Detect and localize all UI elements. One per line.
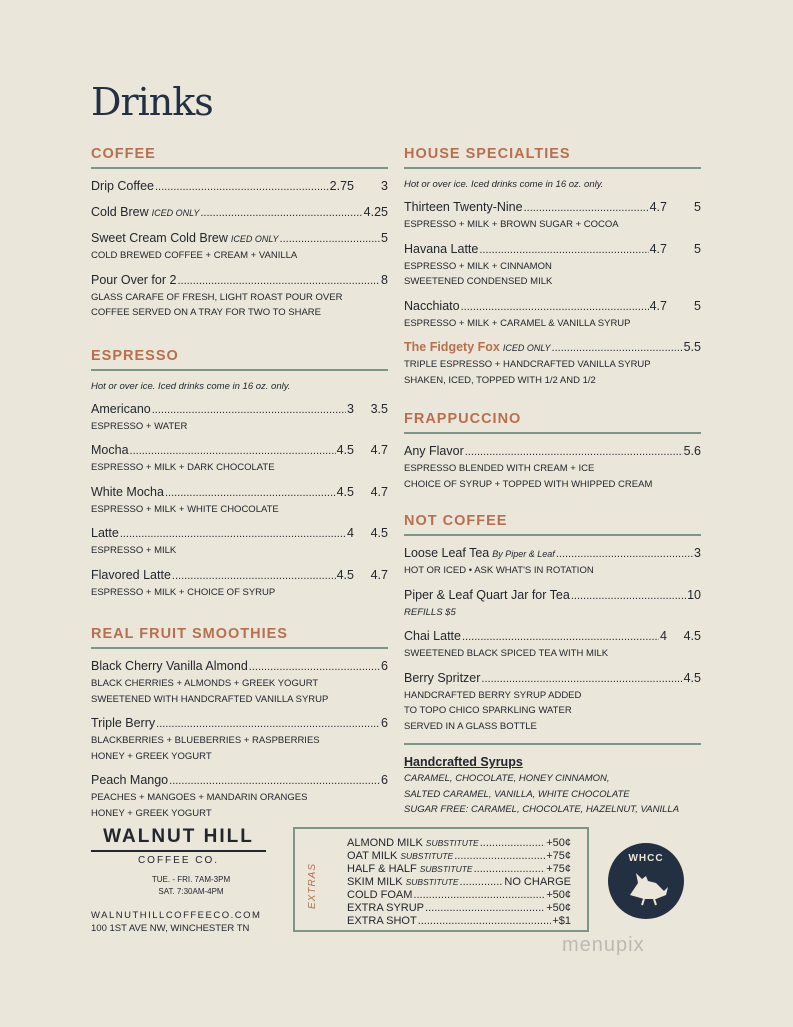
extras-item — [347, 889, 571, 902]
divider — [404, 743, 701, 745]
item-name: Nacchiato — [404, 298, 460, 313]
item-price: 5 — [381, 231, 388, 245]
section-heading: REAL FRUIT SMOOTHIES — [91, 624, 388, 649]
section-heading: ESPRESSO — [91, 346, 388, 371]
espresso-section — [91, 346, 388, 601]
menu-item-line — [404, 546, 701, 563]
item-tag: By Piper & Leaf — [492, 549, 555, 559]
item-tag: ICED ONLY — [151, 208, 200, 218]
menu-item — [91, 716, 388, 764]
extras-item — [347, 915, 571, 928]
extras-name: EXTRA SYRUP — [347, 902, 425, 914]
menu-item — [404, 546, 701, 579]
item-description: HANDCRAFTED BERRY SYRUP ADDED — [404, 689, 582, 701]
item-description: SWEETENED BLACK SPICED TEA WITH MILK — [404, 648, 609, 659]
dot-leader — [249, 661, 380, 673]
menu-item-line — [91, 716, 388, 733]
item-price: 3 — [694, 546, 701, 560]
extras-box — [293, 827, 589, 932]
item-description: HONEY + GREEK YOGURT — [91, 750, 212, 762]
item-price-large: 3.5 — [370, 401, 388, 416]
extras-price: +50¢ — [546, 902, 571, 914]
dot-leader — [425, 902, 545, 914]
item-price: 4.5 — [683, 670, 701, 685]
item-name: Drip Coffee — [91, 179, 154, 193]
dot-leader — [465, 446, 683, 458]
frappuccino-items — [404, 444, 701, 492]
extras-name: ALMOND MILK — [347, 837, 423, 849]
menu-item-line — [91, 231, 388, 248]
hours-saturday: SAT. 7:30AM-4PM — [158, 887, 224, 896]
extras-tag: SUBSTITUTE — [405, 877, 459, 887]
item-description: ESPRESSO + MILK + CARAMEL & VANILLA SYRUP — [404, 317, 631, 329]
extras-price: +50¢ — [546, 837, 571, 849]
menu-item-line — [91, 526, 388, 543]
extras-item — [347, 876, 571, 889]
menu-item-line — [404, 629, 701, 646]
item-price-large: 5 — [694, 298, 701, 313]
smoothies-section — [91, 624, 388, 821]
item-price: 4.7 — [649, 241, 667, 256]
extras-price: NO CHARGE — [504, 876, 571, 888]
extras-tag: SUBSTITUTE — [425, 838, 479, 848]
item-description: ESPRESSO + MILK + WHITE CHOCOLATE — [91, 503, 279, 515]
menu-item-line — [404, 444, 701, 461]
dot-leader — [169, 775, 380, 787]
item-price: 4 — [347, 526, 354, 540]
menu-item-line — [91, 205, 388, 222]
item-description: SERVED IN A GLASS BOTTLE — [404, 720, 537, 732]
smoothies-items — [91, 659, 388, 821]
dot-leader — [152, 404, 346, 416]
menu-item-line — [91, 485, 388, 502]
dot-leader — [454, 850, 545, 862]
menu-item — [404, 671, 701, 735]
menu-item-line — [404, 200, 701, 217]
item-name: Cold Brew — [91, 205, 149, 219]
coffee-items — [91, 179, 388, 321]
house-section — [404, 144, 701, 388]
item-price: 4.5 — [336, 567, 354, 582]
item-description: ESPRESSO + MILK + BROWN SUGAR + COCOA — [404, 219, 619, 230]
dot-leader — [120, 528, 346, 540]
item-description: HONEY + GREEK YOGURT — [91, 807, 212, 819]
syrups-heading: Handcrafted Syrups — [404, 755, 523, 769]
item-price: 8 — [381, 272, 388, 287]
item-tag: ICED ONLY — [502, 343, 551, 353]
notcoffee-items — [404, 546, 701, 734]
right-column — [404, 144, 701, 818]
extras-tag: SUBSTITUTE — [419, 864, 473, 874]
extras-price: +$1 — [552, 915, 571, 927]
syrups-line: CARAMEL, CHOCOLATE, HONEY CINNAMON, — [404, 773, 610, 784]
house-items — [404, 200, 701, 388]
frappuccino-section — [404, 409, 701, 492]
menu-item-line — [404, 671, 701, 688]
item-description: COLD BREWED COFFEE + CREAM + VANILLA — [91, 250, 298, 261]
section-heading: NOT COFFEE — [404, 511, 701, 536]
hours — [116, 874, 266, 898]
menu-item — [91, 526, 388, 559]
extras-item — [347, 837, 571, 850]
extras-name: SKIM MILK — [347, 876, 403, 888]
extras-price: +50¢ — [546, 889, 571, 901]
menu-item — [404, 444, 701, 492]
item-description: TO TOPO CHICO SPARKLING WATER — [404, 705, 572, 716]
dot-leader — [177, 275, 380, 287]
extras-name: EXTRA SHOT — [347, 915, 417, 927]
item-price: 4.5 — [336, 443, 354, 457]
item-price-large: 4.7 — [370, 567, 388, 582]
menu-item — [91, 443, 388, 476]
menu-item-line — [91, 568, 388, 585]
website-link[interactable]: WALNUTHILLCOFFEECO.COM — [91, 910, 262, 921]
item-name: Chai Latte — [404, 629, 461, 643]
dot-leader — [200, 207, 362, 219]
dot-leader — [155, 181, 329, 193]
dot-leader — [571, 590, 686, 602]
dot-leader — [418, 915, 552, 927]
item-description: ESPRESSO + MILK + DARK CHOCOLATE — [91, 462, 275, 473]
item-name: White Mocha — [91, 484, 164, 499]
left-column — [91, 144, 388, 830]
page-title: Drinks — [91, 80, 213, 124]
item-description: CHOICE OF SYRUP + TOPPED WITH WHIPPED CREAM — [404, 478, 653, 490]
item-price: 3 — [347, 401, 354, 416]
item-name: Triple Berry — [91, 716, 156, 730]
extras-label: EXTRAS — [307, 862, 318, 909]
item-price-large: 4.7 — [370, 443, 388, 457]
dot-leader — [460, 876, 504, 888]
item-price-large: 4.5 — [370, 526, 388, 540]
item-name: Thirteen Twenty-Nine — [404, 200, 523, 214]
item-price: 6 — [381, 716, 388, 730]
item-name: Latte — [91, 526, 119, 540]
item-price: 4.7 — [649, 200, 667, 214]
menu-item-line — [404, 299, 701, 316]
menu-item — [91, 773, 388, 821]
item-description: ESPRESSO + MILK — [91, 545, 177, 556]
extras-price: +75¢ — [546, 850, 571, 862]
item-tag: ICED ONLY — [230, 234, 279, 244]
item-price: 6 — [381, 659, 388, 673]
dot-leader — [413, 889, 545, 901]
item-name: Americano — [91, 401, 151, 416]
item-price-large: 4.5 — [683, 629, 701, 643]
extras-name: HALF & HALF — [347, 863, 417, 875]
menu-item — [91, 659, 388, 707]
item-name: Flavored Latte — [91, 567, 171, 582]
dot-leader — [474, 863, 546, 875]
item-name: Peach Mango — [91, 773, 169, 787]
hours-weekday: TUE. - FRI. 7AM-3PM — [151, 875, 231, 884]
item-name: Sweet Cream Cold Brew — [91, 231, 228, 245]
item-price: 4 — [660, 629, 667, 643]
item-name: Mocha — [91, 443, 129, 457]
menu-item — [91, 273, 388, 321]
item-description: TRIPLE ESPRESSO + HANDCRAFTED VANILLA SYRUP — [404, 359, 651, 370]
address: 100 1ST AVE NW, WINCHESTER TN — [91, 923, 250, 934]
syrups-block — [404, 755, 701, 818]
item-description: SWEETENED WITH HANDCRAFTED VANILLA SYRUP — [91, 693, 329, 705]
extras-item — [347, 902, 571, 915]
coffee-section — [91, 144, 388, 321]
item-name: The Fidgety Fox — [404, 340, 500, 354]
extras-name: COLD FOAM — [347, 889, 413, 901]
whcc-fox-badge — [608, 843, 684, 919]
extras-list — [347, 837, 571, 928]
menu-item-line — [91, 773, 388, 790]
fox-icon — [608, 843, 684, 919]
brand-sub: COFFEE CO. — [137, 855, 220, 866]
menu-item-line — [404, 340, 701, 357]
item-price: 2.75 — [329, 179, 354, 193]
watermark: menupix — [562, 934, 645, 956]
menu-item — [91, 205, 388, 222]
dot-leader — [479, 244, 648, 256]
item-description: COFFEE SERVED ON A TRAY FOR TWO TO SHARE — [91, 307, 321, 318]
menu-item-line — [404, 588, 701, 605]
menu-item — [91, 179, 388, 196]
item-description: ESPRESSO + WATER — [91, 420, 188, 432]
menu-item — [404, 629, 701, 662]
item-description: PEACHES + MANGOES + MANDARIN ORANGES — [91, 792, 308, 803]
dot-leader — [172, 570, 336, 582]
menu-item — [404, 340, 701, 388]
menu-item — [91, 568, 388, 601]
menu-item-line — [91, 273, 388, 290]
brand-name: WALNUT HILL — [91, 826, 266, 852]
extras-name: OAT MILK — [347, 850, 398, 862]
item-description: GLASS CARAFE OF FRESH, LIGHT ROAST POUR OVER — [91, 291, 343, 303]
item-description: ESPRESSO + MILK + CINNAMON — [404, 260, 552, 272]
dot-leader — [165, 487, 336, 499]
section-note: Hot or over ice. Iced drinks come in 16 oz. only. — [91, 380, 291, 392]
dot-leader — [280, 233, 381, 245]
menu-item — [91, 402, 388, 435]
item-name: Black Cherry Vanilla Almond — [91, 659, 248, 673]
item-description: ESPRESSO + MILK + CHOICE OF SYRUP — [91, 586, 276, 598]
item-price: 4.25 — [363, 205, 388, 219]
item-description: SWEETENED CONDENSED MILK — [404, 276, 553, 287]
badge-text: WHCC — [628, 853, 664, 864]
menu-item — [91, 231, 388, 264]
dot-leader — [130, 445, 336, 457]
item-description: HOT OR ICED • ASK WHAT'S IN ROTATION — [404, 565, 594, 576]
item-name: Berry Spritzer — [404, 670, 481, 685]
dot-leader — [461, 301, 649, 313]
item-price-large: 5 — [694, 241, 701, 256]
item-description: REFILLS $5 — [404, 606, 456, 618]
menu-item-line — [91, 179, 388, 196]
item-price: 4.5 — [336, 484, 354, 499]
menu-item-line — [91, 443, 388, 460]
item-name: Loose Leaf Tea — [404, 546, 490, 560]
extras-item — [347, 863, 571, 876]
dot-leader — [556, 548, 693, 560]
espresso-items — [91, 402, 388, 601]
item-price: 5.5 — [683, 340, 701, 354]
extras-price: +75¢ — [546, 863, 571, 875]
dot-leader — [481, 673, 682, 685]
brand-logo — [91, 826, 266, 934]
syrups-line: SALTED CARAMEL, VANILLA, WHITE CHOCOLATE — [404, 788, 630, 800]
item-name: Havana Latte — [404, 241, 479, 256]
menu-item — [404, 242, 701, 290]
item-name: Any Flavor — [404, 444, 464, 458]
item-price: 4.7 — [649, 298, 667, 313]
menu-item-line — [404, 242, 701, 259]
item-price: 10 — [687, 587, 701, 602]
dot-leader — [480, 837, 546, 849]
section-heading: HOUSE SPECIALTIES — [404, 144, 701, 169]
syrups-line: SUGAR FREE: CARAMEL, CHOCOLATE, HAZELNUT, VANILLA — [404, 804, 680, 815]
item-price-large: 5 — [694, 200, 701, 214]
menu-item — [91, 485, 388, 518]
item-price: 6 — [381, 773, 388, 787]
section-heading: FRAPPUCCINO — [404, 409, 701, 434]
section-note: Hot or over ice. Iced drinks come in 16 oz. only. — [404, 179, 604, 190]
item-description: BLACKBERRIES + BLUEBERRIES + RASPBERRIES — [91, 735, 320, 746]
dot-leader — [462, 631, 659, 643]
section-heading: COFFEE — [91, 144, 388, 169]
extras-item — [347, 850, 571, 863]
item-price: 5.6 — [683, 444, 701, 458]
dot-leader — [552, 342, 683, 354]
dot-leader — [524, 202, 649, 214]
menu-item — [404, 588, 701, 621]
item-price-large: 3 — [381, 179, 388, 193]
menu-item — [404, 299, 701, 332]
notcoffee-section — [404, 511, 701, 734]
menu-item — [404, 200, 701, 233]
item-description: SHAKEN, ICED, TOPPED WITH 1/2 AND 1/2 — [404, 374, 596, 386]
item-name: Pour Over for 2 — [91, 272, 177, 287]
item-description: ESPRESSO BLENDED WITH CREAM + ICE — [404, 463, 595, 474]
menu-item-line — [91, 659, 388, 676]
dot-leader — [156, 718, 380, 730]
item-description: BLACK CHERRIES + ALMONDS + GREEK YOGURT — [91, 678, 319, 689]
menu-item-line — [91, 402, 388, 419]
item-price-large: 4.7 — [370, 484, 388, 499]
item-name: Piper & Leaf Quart Jar for Tea — [404, 587, 570, 602]
extras-tag: SUBSTITUTE — [400, 851, 454, 861]
